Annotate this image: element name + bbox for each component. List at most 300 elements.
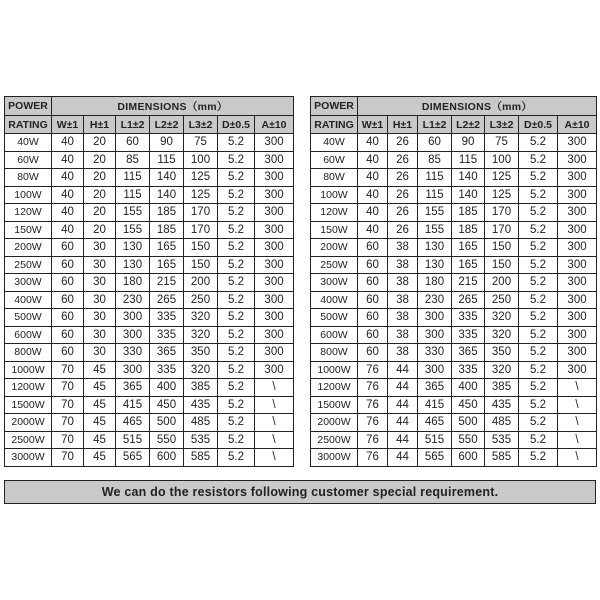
dimension-cell: 585	[485, 449, 519, 467]
dimension-cell: 44	[388, 449, 418, 467]
table-row	[5, 431, 294, 449]
dimension-cell: 250	[485, 291, 519, 309]
dimension-cell: 5.2	[218, 221, 255, 239]
table-row	[5, 274, 294, 292]
dimension-cell: 60	[358, 274, 388, 292]
table-body-left	[5, 97, 294, 467]
dimension-cell: 38	[388, 274, 418, 292]
dimension-cell: 125	[184, 186, 218, 204]
dimension-cell: 70	[52, 379, 84, 397]
dimension-cell: 250	[184, 291, 218, 309]
dimension-cell: 70	[52, 396, 84, 414]
dimension-cell: 85	[418, 151, 452, 169]
dimension-cell: 150	[485, 239, 519, 257]
dimension-cell: 450	[452, 396, 485, 414]
dimension-cell: 185	[150, 221, 184, 239]
power-rating-cell: 1000W	[5, 361, 52, 379]
dimension-cell: 20	[84, 186, 116, 204]
dimension-cell: 5.2	[218, 326, 255, 344]
dimension-cell: 5.2	[218, 134, 255, 152]
dimension-cell: 115	[116, 169, 150, 187]
dimensions-header: DIMENSIONS（mm）	[52, 97, 294, 116]
dimension-cell: 300	[255, 344, 294, 362]
dimension-cell: 300	[558, 204, 597, 222]
column-header-w: W±1	[358, 116, 388, 134]
dimension-cell: 30	[84, 309, 116, 327]
power-rating-cell: 500W	[311, 309, 358, 327]
dimension-cell: 5.2	[519, 186, 558, 204]
dimension-cell: 170	[485, 221, 519, 239]
column-header-h: H±1	[388, 116, 418, 134]
dimension-cell: 60	[358, 344, 388, 362]
dimension-cell: 230	[116, 291, 150, 309]
dimension-cell: 300	[558, 309, 597, 327]
dimension-cell: 300	[558, 151, 597, 169]
power-rating-cell: 2500W	[311, 431, 358, 449]
dimension-cell: 5.2	[218, 361, 255, 379]
dimension-cell: 265	[452, 291, 485, 309]
dimension-cell: 140	[452, 186, 485, 204]
table-row	[311, 239, 597, 257]
dimension-cell: 335	[150, 326, 184, 344]
dimension-cell: 60	[52, 274, 84, 292]
dimension-cell: 40	[52, 204, 84, 222]
dimension-cell: 350	[184, 344, 218, 362]
dimension-cell: 400	[150, 379, 184, 397]
dimension-cell: \	[255, 431, 294, 449]
dimension-cell: 170	[184, 221, 218, 239]
dimension-cell: 320	[184, 361, 218, 379]
dimension-cell: 5.2	[519, 449, 558, 467]
dimension-cell: 335	[150, 309, 184, 327]
power-rating-cell: 400W	[311, 291, 358, 309]
dimension-cell: 76	[358, 449, 388, 467]
dimension-cell: 435	[485, 396, 519, 414]
dimension-cell: 26	[388, 221, 418, 239]
dimensions-table-right	[310, 96, 597, 467]
table-row	[5, 169, 294, 187]
dimension-cell: 75	[485, 134, 519, 152]
dimension-cell: 125	[184, 169, 218, 187]
dimension-cell: 115	[116, 186, 150, 204]
dimension-cell: 465	[418, 414, 452, 432]
dimension-cell: 44	[388, 431, 418, 449]
dimension-cell: 300	[116, 326, 150, 344]
dimension-cell: 300	[558, 186, 597, 204]
dimension-cell: 155	[116, 204, 150, 222]
dimension-cell: 130	[418, 256, 452, 274]
table-row	[5, 134, 294, 152]
dimension-cell: 320	[184, 326, 218, 344]
table-row	[311, 274, 597, 292]
column-header-l1: L1±2	[116, 116, 150, 134]
dimension-cell: 300	[255, 186, 294, 204]
table-row	[5, 449, 294, 467]
dimension-cell: 45	[84, 379, 116, 397]
power-header-bottom: RATING	[311, 116, 358, 134]
dimension-cell: 515	[116, 431, 150, 449]
table-row	[311, 396, 597, 414]
dimension-cell: 185	[452, 221, 485, 239]
dimension-cell: 165	[452, 239, 485, 257]
dimension-cell: 600	[452, 449, 485, 467]
dimension-cell: 300	[558, 134, 597, 152]
dimension-cell: 40	[358, 221, 388, 239]
dimension-cell: 155	[418, 221, 452, 239]
dimension-cell: 365	[116, 379, 150, 397]
dimension-cell: 5.2	[519, 379, 558, 397]
dimension-cell: 300	[558, 361, 597, 379]
dimension-cell: 30	[84, 344, 116, 362]
dimension-cell: 365	[452, 344, 485, 362]
column-header-l3: L3±2	[184, 116, 218, 134]
dimension-cell: 150	[485, 256, 519, 274]
dimension-cell: 5.2	[519, 361, 558, 379]
dimension-cell: 60	[52, 256, 84, 274]
dimension-cell: 300	[255, 239, 294, 257]
dimension-cell: 5.2	[218, 186, 255, 204]
dimension-cell: 535	[184, 431, 218, 449]
dimension-cell: 115	[418, 186, 452, 204]
dimension-cell: 5.2	[218, 256, 255, 274]
dimension-cell: 40	[52, 186, 84, 204]
dimension-cell: 75	[184, 134, 218, 152]
power-rating-cell: 300W	[5, 274, 52, 292]
dimension-cell: 5.2	[218, 449, 255, 467]
column-header-a: A±10	[558, 116, 597, 134]
dimension-cell: 38	[388, 344, 418, 362]
dimension-cell: 70	[52, 449, 84, 467]
dimension-cell: 90	[452, 134, 485, 152]
power-rating-cell: 1500W	[5, 396, 52, 414]
dimension-cell: 60	[358, 309, 388, 327]
dimension-cell: \	[558, 414, 597, 432]
dimension-cell: 565	[116, 449, 150, 467]
column-header-l2: L2±2	[150, 116, 184, 134]
dimension-cell: 70	[52, 414, 84, 432]
dimension-cell: 76	[358, 396, 388, 414]
dimension-cell: 600	[150, 449, 184, 467]
dimension-cell: 60	[116, 134, 150, 152]
dimension-cell: 320	[485, 326, 519, 344]
header-row-top	[5, 97, 294, 116]
power-rating-cell: 150W	[5, 221, 52, 239]
dimension-cell: 155	[418, 204, 452, 222]
dimension-cell: 335	[452, 309, 485, 327]
dimension-cell: 265	[150, 291, 184, 309]
column-header-w: W±1	[52, 116, 84, 134]
dimension-cell: \	[558, 379, 597, 397]
dimension-cell: 45	[84, 396, 116, 414]
dimension-cell: 400	[452, 379, 485, 397]
dimension-cell: 140	[150, 186, 184, 204]
dimension-cell: 300	[255, 274, 294, 292]
column-header-a: A±10	[255, 116, 294, 134]
dimension-cell: 130	[116, 239, 150, 257]
dimension-cell: 38	[388, 326, 418, 344]
table-row	[5, 291, 294, 309]
dimension-cell: 365	[418, 379, 452, 397]
power-rating-cell: 200W	[311, 239, 358, 257]
dimension-cell: 330	[116, 344, 150, 362]
power-rating-cell: 600W	[5, 326, 52, 344]
dimension-cell: 335	[452, 326, 485, 344]
table-row	[5, 326, 294, 344]
dimension-cell: 335	[452, 361, 485, 379]
dimension-cell: 5.2	[519, 309, 558, 327]
column-header-l3: L3±2	[485, 116, 519, 134]
power-rating-cell: 1500W	[311, 396, 358, 414]
dimension-cell: 300	[558, 256, 597, 274]
dimension-cell: 200	[184, 274, 218, 292]
dimension-cell: 500	[452, 414, 485, 432]
table-row	[311, 134, 597, 152]
dimension-cell: 230	[418, 291, 452, 309]
power-rating-cell: 120W	[311, 204, 358, 222]
dimension-cell: 300	[116, 309, 150, 327]
dimension-cell: 5.2	[218, 169, 255, 187]
column-header-d: D±0.5	[519, 116, 558, 134]
dimension-cell: 300	[255, 221, 294, 239]
dimension-cell: 435	[184, 396, 218, 414]
dimension-cell: 155	[116, 221, 150, 239]
power-rating-cell: 800W	[311, 344, 358, 362]
dimension-cell: 300	[558, 239, 597, 257]
dimension-cell: 170	[485, 204, 519, 222]
dimension-cell: \	[255, 414, 294, 432]
table-row	[5, 344, 294, 362]
dimension-cell: 60	[52, 326, 84, 344]
dimension-cell: 5.2	[519, 221, 558, 239]
table-body-right	[311, 97, 597, 467]
dimension-cell: 5.2	[519, 151, 558, 169]
dimension-cell: 38	[388, 291, 418, 309]
dimension-cell: 44	[388, 361, 418, 379]
dimension-cell: 5.2	[218, 151, 255, 169]
dimension-cell: 5.2	[519, 274, 558, 292]
dimension-cell: 60	[358, 326, 388, 344]
dimension-cell: 26	[388, 151, 418, 169]
dimension-cell: 45	[84, 414, 116, 432]
dimension-cell: 76	[358, 431, 388, 449]
power-rating-cell: 100W	[311, 186, 358, 204]
table-row	[311, 361, 597, 379]
footer-note: We can do the resistors following customer special requirement.	[4, 480, 596, 504]
dimension-cell: 26	[388, 186, 418, 204]
dimension-cell: 40	[358, 134, 388, 152]
dimension-cell: 465	[116, 414, 150, 432]
dimension-cell: 30	[84, 239, 116, 257]
dimension-cell: 40	[358, 151, 388, 169]
dimension-cell: 40	[358, 169, 388, 187]
power-rating-cell: 80W	[5, 169, 52, 187]
dimension-cell: 300	[558, 274, 597, 292]
dimension-cell: 125	[485, 169, 519, 187]
dimension-cell: 115	[418, 169, 452, 187]
dimension-cell: 20	[84, 151, 116, 169]
column-header-h: H±1	[84, 116, 116, 134]
dimension-cell: \	[558, 396, 597, 414]
power-rating-cell: 250W	[311, 256, 358, 274]
dimension-cell: 5.2	[218, 239, 255, 257]
dimension-cell: 300	[255, 326, 294, 344]
dimension-cell: 44	[388, 396, 418, 414]
dimension-cell: 30	[84, 326, 116, 344]
dimension-cell: 40	[358, 204, 388, 222]
dimension-cell: 20	[84, 169, 116, 187]
dimension-cell: 550	[452, 431, 485, 449]
dimension-cell: 60	[52, 291, 84, 309]
dimension-cell: 300	[558, 221, 597, 239]
table-row	[5, 361, 294, 379]
power-header-top: POWER	[5, 97, 52, 116]
power-rating-cell: 300W	[311, 274, 358, 292]
dimension-cell: 45	[84, 361, 116, 379]
power-header-bottom: RATING	[5, 116, 52, 134]
dimension-cell: 140	[452, 169, 485, 187]
dimension-cell: 70	[52, 431, 84, 449]
dimension-cell: 165	[150, 256, 184, 274]
dimension-cell: 150	[184, 256, 218, 274]
dimension-cell: 45	[84, 431, 116, 449]
dimension-cell: 300	[255, 169, 294, 187]
dimension-cell: 330	[418, 344, 452, 362]
dimension-cell: 515	[418, 431, 452, 449]
dimension-cell: 5.2	[218, 396, 255, 414]
dimension-cell: 5.2	[519, 291, 558, 309]
power-rating-cell: 250W	[5, 256, 52, 274]
power-rating-cell: 150W	[311, 221, 358, 239]
dimension-cell: 130	[418, 239, 452, 257]
table-row	[311, 291, 597, 309]
dimension-cell: 150	[184, 239, 218, 257]
dimension-cell: 60	[358, 256, 388, 274]
dimension-cell: 26	[388, 134, 418, 152]
dimension-cell: 450	[150, 396, 184, 414]
dimension-cell: 44	[388, 379, 418, 397]
dimension-cell: 30	[84, 291, 116, 309]
power-rating-cell: 40W	[311, 134, 358, 152]
dimension-cell: 100	[485, 151, 519, 169]
table-row	[311, 221, 597, 239]
column-header-l1: L1±2	[418, 116, 452, 134]
power-rating-cell: 1200W	[311, 379, 358, 397]
power-header-top: POWER	[311, 97, 358, 116]
power-rating-cell: 1200W	[5, 379, 52, 397]
power-rating-cell: 200W	[5, 239, 52, 257]
dimension-cell: 60	[418, 134, 452, 152]
dimension-cell: 5.2	[519, 256, 558, 274]
dimension-cell: 60	[358, 291, 388, 309]
dimension-cell: 300	[255, 134, 294, 152]
header-row-top	[311, 97, 597, 116]
power-rating-cell: 2000W	[5, 414, 52, 432]
dimension-cell: 76	[358, 361, 388, 379]
power-rating-cell: 400W	[5, 291, 52, 309]
power-rating-cell: 2000W	[311, 414, 358, 432]
table-row	[5, 151, 294, 169]
dimension-cell: 5.2	[218, 309, 255, 327]
dimension-cell: 180	[116, 274, 150, 292]
power-rating-cell: 1000W	[311, 361, 358, 379]
dimension-cell: 320	[485, 309, 519, 327]
dimension-cell: 300	[255, 151, 294, 169]
dimension-cell: 40	[52, 169, 84, 187]
dimension-cell: 5.2	[519, 239, 558, 257]
dimension-cell: 76	[358, 379, 388, 397]
dimension-cell: 5.2	[218, 204, 255, 222]
dimension-cell: \	[558, 431, 597, 449]
dimension-cell: 5.2	[519, 414, 558, 432]
dimension-cell: 350	[485, 344, 519, 362]
dimension-cell: 300	[558, 344, 597, 362]
dimensions-table-left	[4, 96, 294, 467]
dimension-cell: 385	[184, 379, 218, 397]
column-header-l2: L2±2	[452, 116, 485, 134]
dimension-cell: 535	[485, 431, 519, 449]
table-row	[311, 151, 597, 169]
power-rating-cell: 3000W	[311, 449, 358, 467]
power-rating-cell: 60W	[311, 151, 358, 169]
table-row	[5, 414, 294, 432]
table-row	[5, 379, 294, 397]
dimension-cell: 26	[388, 204, 418, 222]
dimension-cell: 300	[558, 326, 597, 344]
power-rating-cell: 600W	[311, 326, 358, 344]
table-row	[5, 186, 294, 204]
table-row	[311, 186, 597, 204]
dimension-cell: 38	[388, 239, 418, 257]
table-row	[5, 204, 294, 222]
dimension-cell: 100	[184, 151, 218, 169]
dimension-cell: 585	[184, 449, 218, 467]
dimension-cell: 30	[84, 274, 116, 292]
dimension-cell: 5.2	[519, 204, 558, 222]
table-row	[311, 169, 597, 187]
dimension-cell: 40	[52, 221, 84, 239]
dimension-cell: 140	[150, 169, 184, 187]
dimension-cell: \	[255, 449, 294, 467]
power-rating-cell: 60W	[5, 151, 52, 169]
table-row	[5, 221, 294, 239]
dimension-cell: 70	[52, 361, 84, 379]
header-row-bottom	[311, 116, 597, 134]
dimension-cell: 300	[255, 309, 294, 327]
dimension-cell: 415	[418, 396, 452, 414]
dimension-cell: 300	[255, 361, 294, 379]
dimension-cell: 130	[116, 256, 150, 274]
dimension-cell: 300	[418, 361, 452, 379]
dimension-cell: 300	[255, 291, 294, 309]
dimension-cell: 300	[116, 361, 150, 379]
dimension-cell: 20	[84, 134, 116, 152]
dimension-cell: 5.2	[519, 396, 558, 414]
power-rating-cell: 2500W	[5, 431, 52, 449]
table-row	[5, 309, 294, 327]
dimension-cell: 5.2	[519, 326, 558, 344]
dimension-cell: 300	[558, 169, 597, 187]
dimension-cell: 500	[150, 414, 184, 432]
power-rating-cell: 800W	[5, 344, 52, 362]
dimension-cell: 5.2	[218, 379, 255, 397]
table-row	[311, 344, 597, 362]
dimension-cell: 60	[358, 239, 388, 257]
dimension-cell: 38	[388, 256, 418, 274]
dimension-cell: 44	[388, 414, 418, 432]
table-row	[311, 414, 597, 432]
dimension-cell: 385	[485, 379, 519, 397]
dimension-cell: 60	[52, 344, 84, 362]
